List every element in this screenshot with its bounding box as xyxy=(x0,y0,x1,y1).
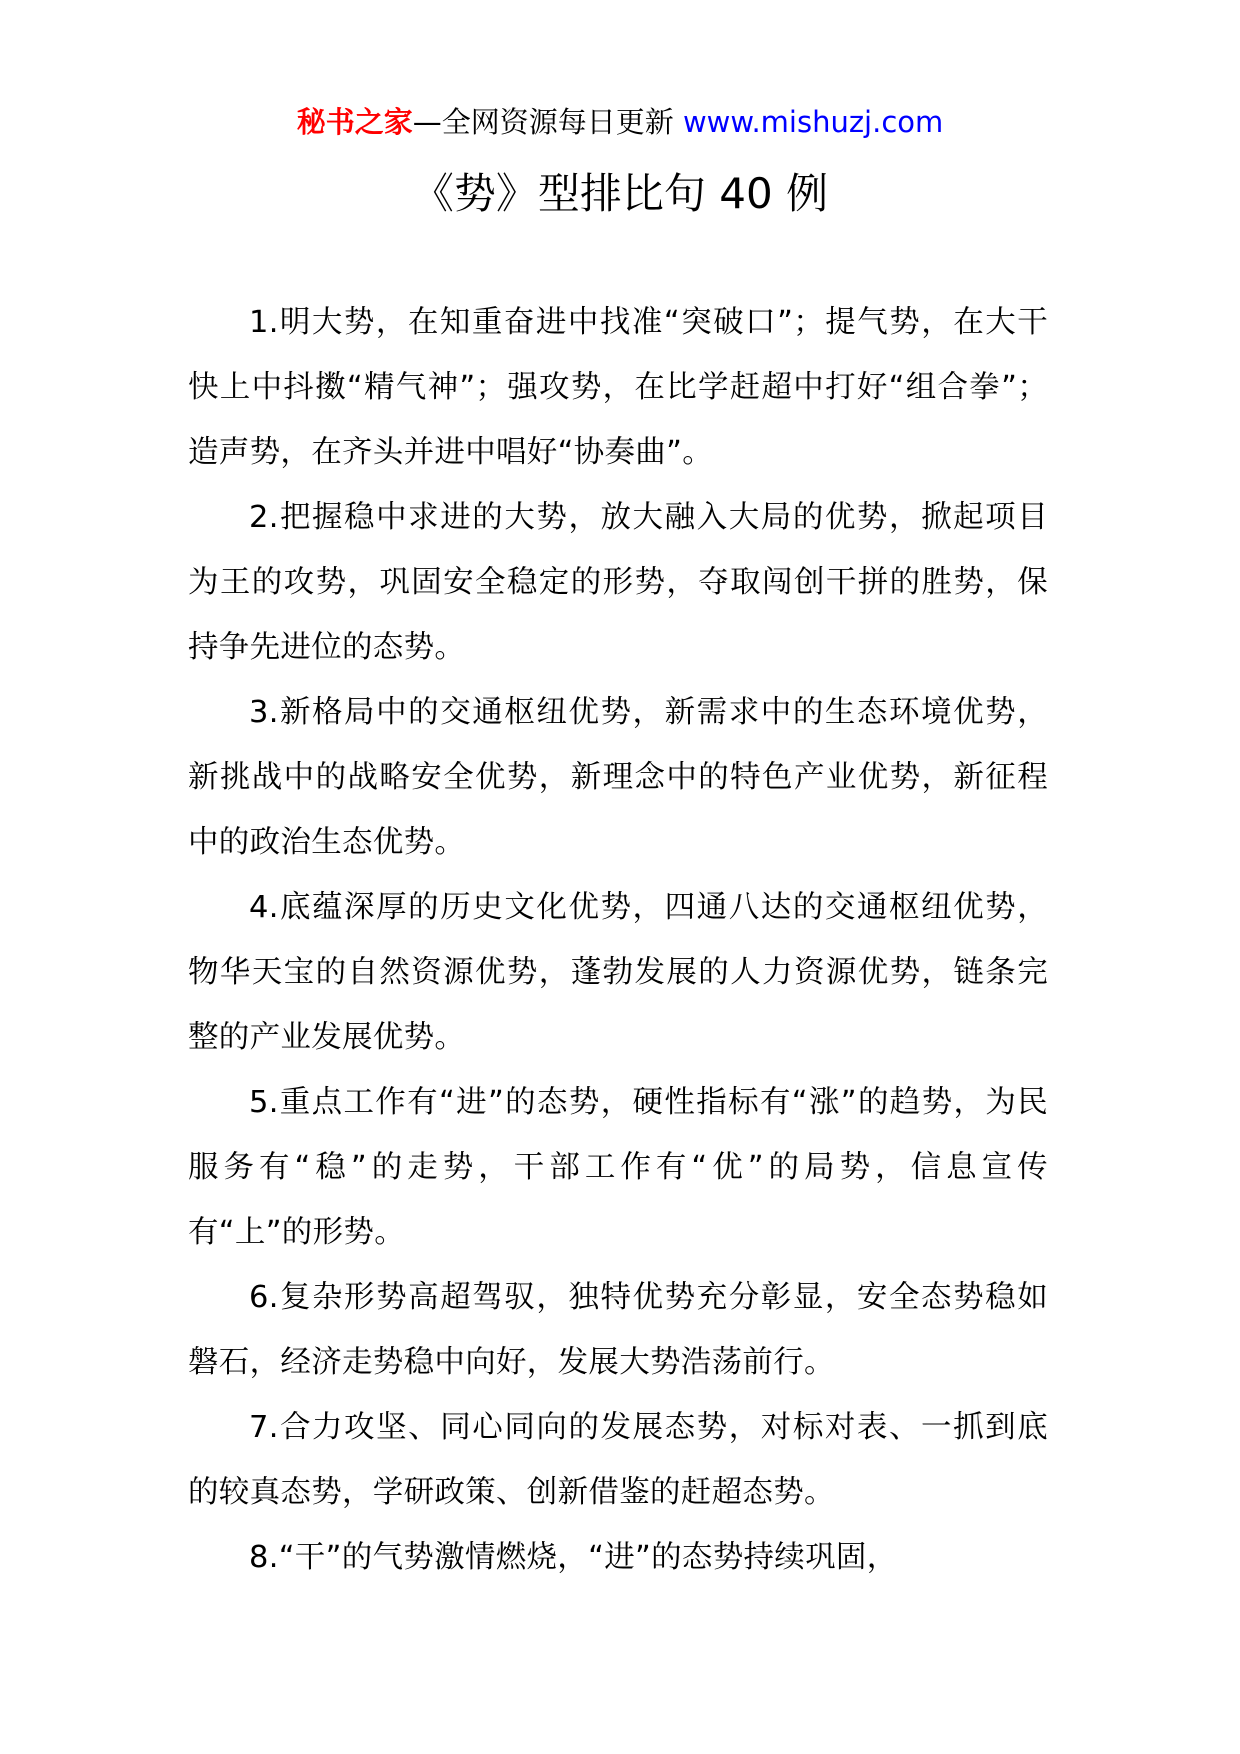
paragraph: 6.复杂形势高超驾驭，独特优势充分彰显，安全态势稳如磐石，经济走势稳中向好，发展大势浩荡前行。 xyxy=(188,1280,1048,1380)
paragraph: 7.合力攻坚、同心同向的发展态势，对标对表、一抓到底的较真态势，学研政策、创新借鉴的赶超态势。 xyxy=(188,1410,1048,1510)
document-body xyxy=(188,290,1048,1590)
paragraph: 1.明大势，在知重奋进中找准“突破口”；提气势，在大干快上中抖擞“精气神”；强攻势，在比学赶超中打好“组合拳”；造声势，在齐头并进中唱好“协奏曲”。 xyxy=(188,305,1048,470)
page-header xyxy=(0,100,1240,144)
brand-name: 秘书之家 xyxy=(296,105,413,139)
paragraph: 5.重点工作有“进”的态势，硬性指标有“涨”的趋势，为民服务有“稳”的走势，干部工作有“优”的局势，信息宣传有“上”的形势。 xyxy=(188,1085,1048,1250)
document-title: 《势》型排比句 40 例 xyxy=(411,169,829,218)
paragraph: 3.新格局中的交通枢纽优势，新需求中的生态环境优势，新挑战中的战略安全优势，新理念中的特色产业优势，新征程中的政治生态优势。 xyxy=(188,695,1048,860)
paragraph: 8.“干”的气势激情燃烧，“进”的态势持续巩固， xyxy=(249,1540,898,1575)
header-url-link[interactable]: www.mishuzj.com xyxy=(682,105,944,139)
paragraph: 2.把握稳中求进的大势，放大融入大局的优势，掀起项目为王的攻势，巩固安全稳定的形势，夺取闯创干拼的胜势，保持争先进位的态势。 xyxy=(188,500,1048,665)
header-tagline: —全网资源每日更新 xyxy=(412,105,683,139)
paragraph: 4.底蕴深厚的历史文化优势，四通八达的交通枢纽优势，物华天宝的自然资源优势，蓬勃发展的人力资源优势，链条完整的产业发展优势。 xyxy=(188,890,1048,1055)
